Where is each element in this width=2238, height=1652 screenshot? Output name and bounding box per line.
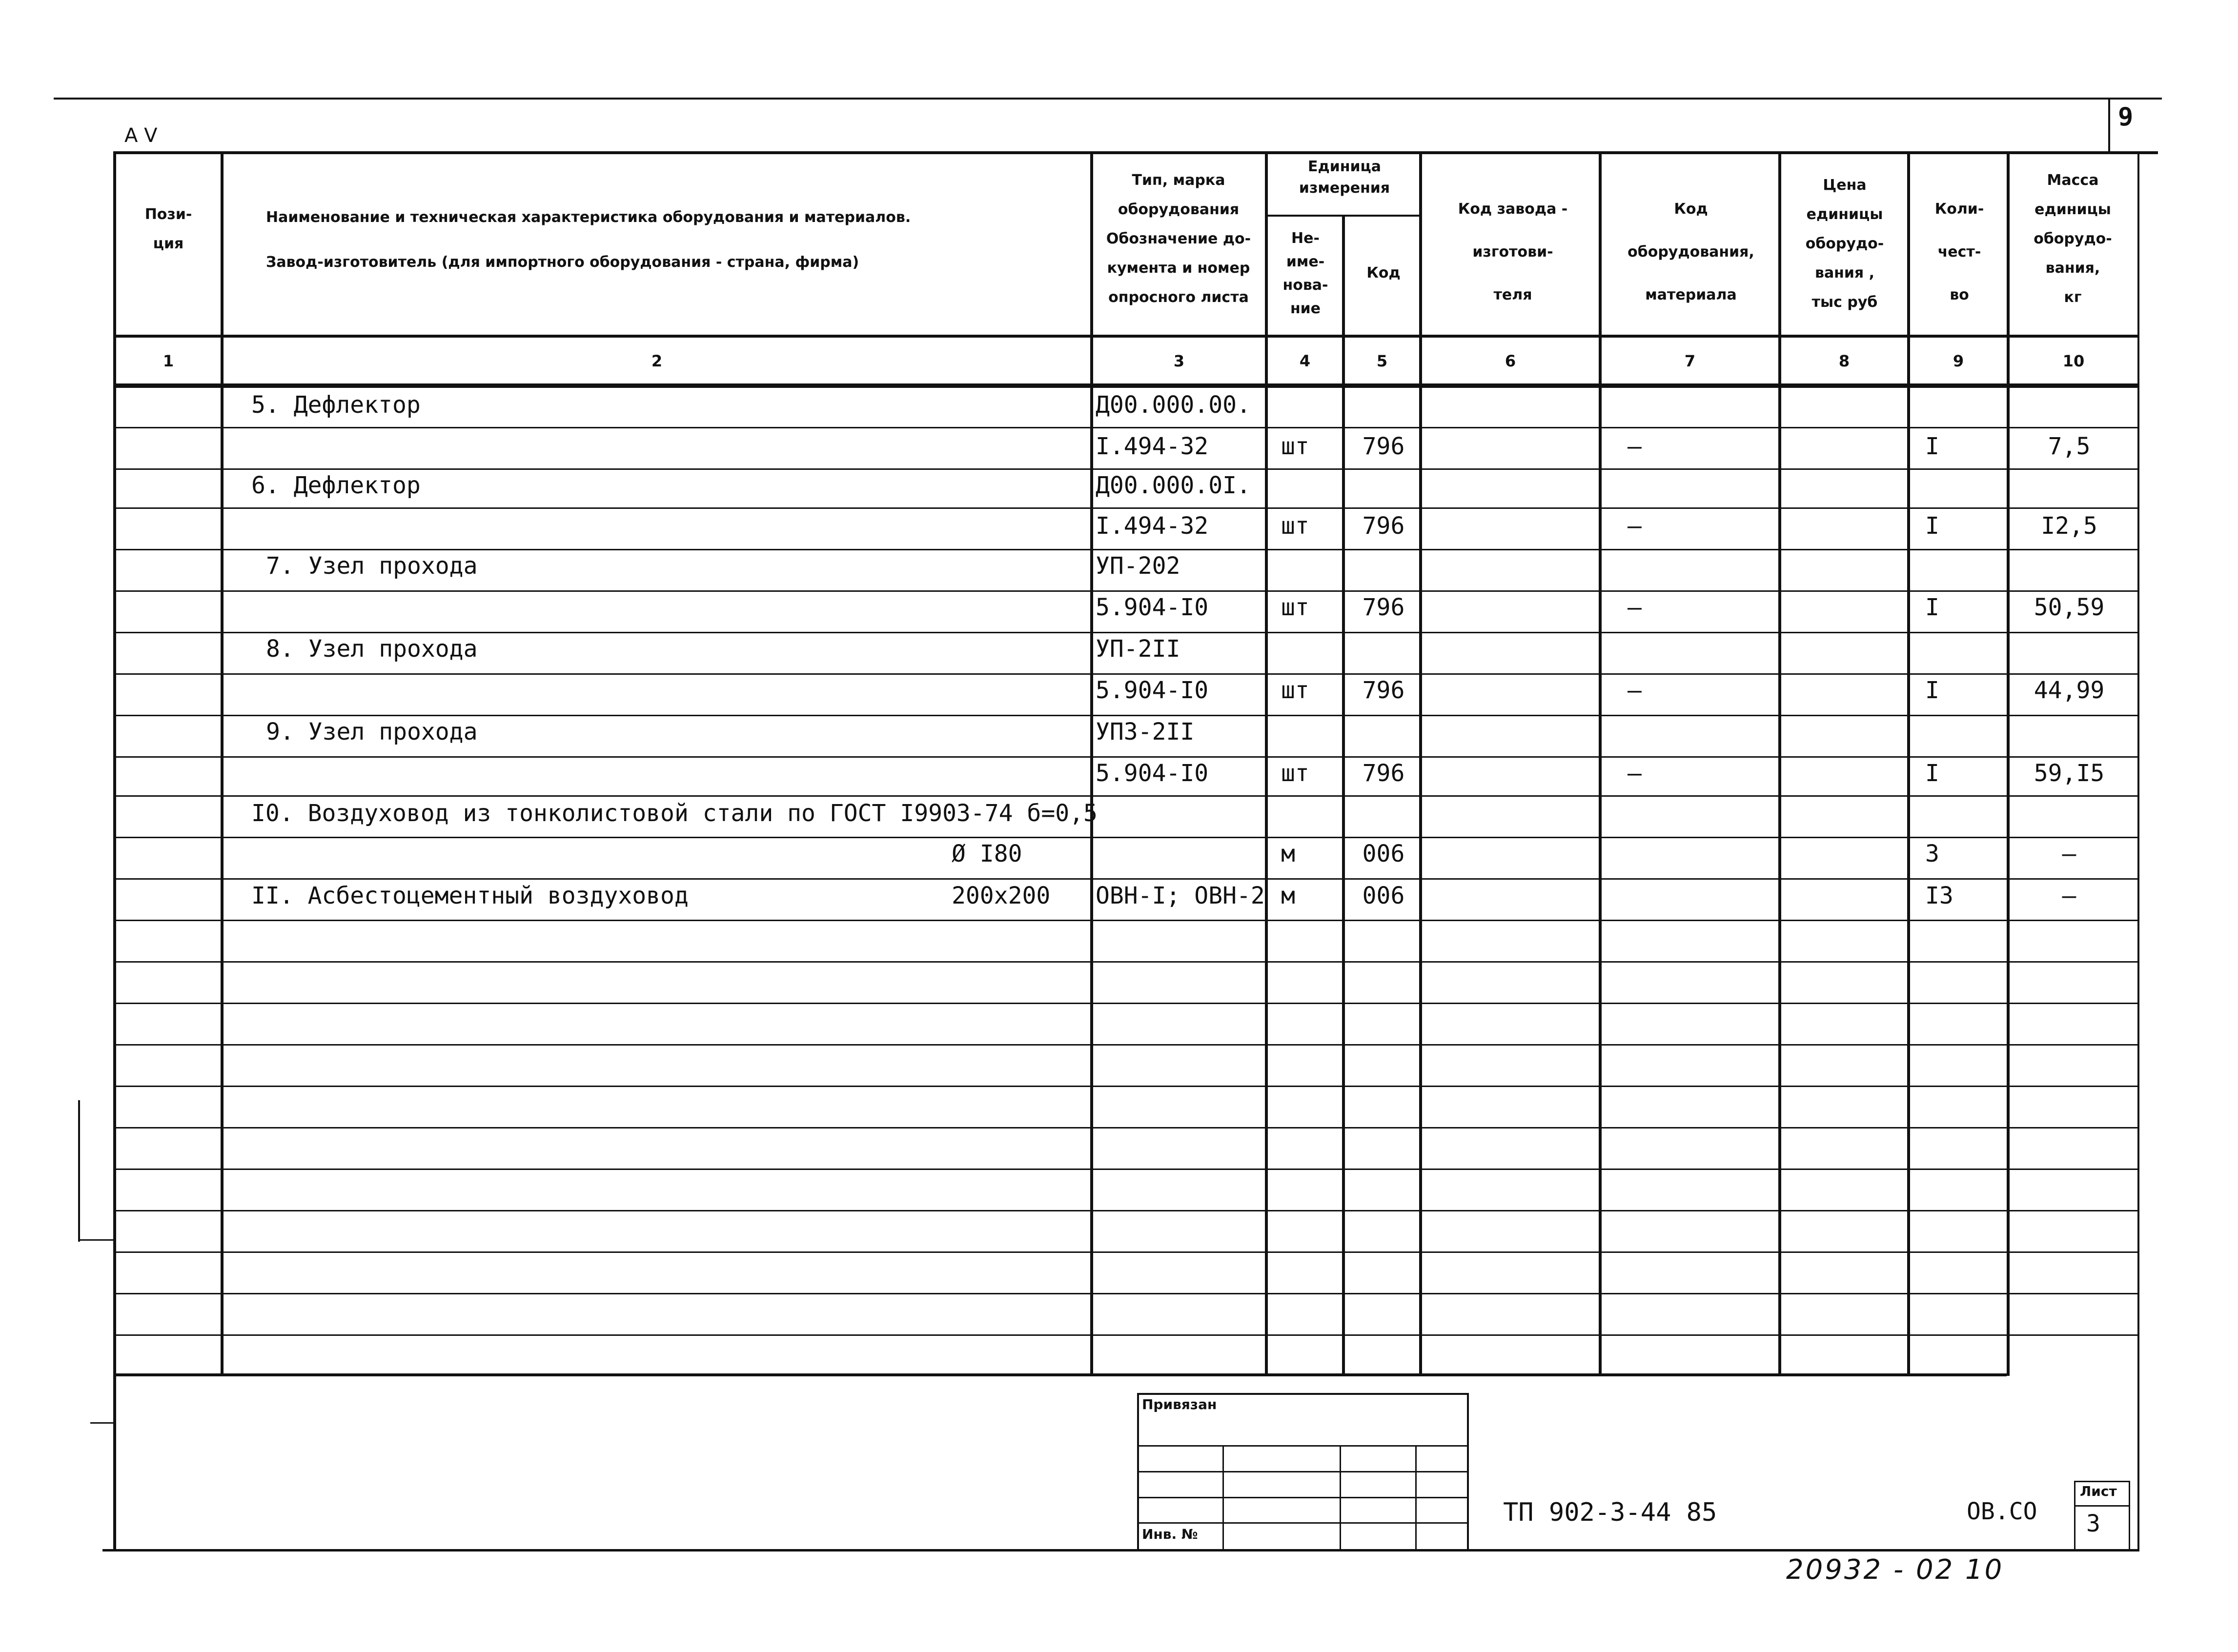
cell-name: 8. Узел прохода xyxy=(266,635,478,663)
table-row-line xyxy=(113,795,2139,797)
binding-mark xyxy=(78,1100,80,1242)
table-row-line xyxy=(113,673,2139,675)
stamp-col-line xyxy=(1340,1445,1341,1551)
table-row-line xyxy=(113,386,2139,388)
cell-unit: шт xyxy=(1281,512,1309,540)
table-row-line xyxy=(113,590,2139,592)
binding-mark xyxy=(78,1239,115,1241)
table-column-line xyxy=(1778,151,1781,1376)
cell-type: УПЗ-2II xyxy=(1096,718,1195,745)
cell-mass: 50,59 xyxy=(2034,594,2105,621)
table-row-line xyxy=(113,837,2139,838)
table-row-line xyxy=(113,878,2139,880)
cell-equip-code: – xyxy=(1628,677,1642,704)
cell-equip-code: – xyxy=(1628,433,1642,460)
cell-unit: м xyxy=(1281,840,1295,867)
table-row-line xyxy=(113,1127,2139,1128)
corner-mark: A V xyxy=(124,124,158,147)
stamp-row-line xyxy=(1137,1445,1469,1447)
sheet-box-top xyxy=(2074,1481,2130,1482)
table-row-line xyxy=(113,1293,2139,1294)
cell-name: 9. Узел прохода xyxy=(266,718,478,745)
col-number: 10 xyxy=(2062,352,2085,370)
cell-equip-code: – xyxy=(1628,760,1642,787)
stamp-inv-label: Инв. № xyxy=(1142,1526,1198,1542)
cell-type: 5.904-I0 xyxy=(1096,594,1209,621)
table-top-line xyxy=(113,151,2158,154)
table-row-line xyxy=(113,1086,2139,1087)
cell-unit: шт xyxy=(1281,433,1309,460)
sheet-box-left xyxy=(2074,1481,2075,1551)
cell-unit-code: 006 xyxy=(1362,840,1405,867)
stamp-col-line xyxy=(1222,1445,1224,1551)
stamp-bound-label: Привязан xyxy=(1142,1396,1217,1412)
cell-mass: – xyxy=(2062,882,2076,909)
cell-name: 7. Узел прохода xyxy=(266,552,478,580)
header-position: Пози- ция xyxy=(144,206,192,252)
cell-unit: шт xyxy=(1281,677,1309,704)
cell-mass: 7,5 xyxy=(2048,433,2091,460)
binding-mark xyxy=(90,1422,115,1424)
table-column-line xyxy=(1907,151,1910,1376)
cell-name: 6. Дефлектор xyxy=(251,472,421,499)
stamp-top-line xyxy=(1137,1393,1469,1395)
table-row-line xyxy=(113,507,2139,509)
sheet-label: Лист xyxy=(2080,1483,2117,1499)
stamp-col-line xyxy=(1415,1445,1417,1551)
cell-type: Д00.000.0I. xyxy=(1096,472,1251,499)
top-border-line xyxy=(54,98,2162,100)
table-column-line xyxy=(221,151,224,1376)
stamp-row-line xyxy=(1137,1497,1469,1498)
cell-name: 5. Дефлектор xyxy=(251,391,421,419)
sheet-box-mid xyxy=(2074,1505,2130,1507)
table-row-line xyxy=(113,920,2139,921)
col-number: 1 xyxy=(163,352,174,370)
table-row-line xyxy=(113,1044,2139,1046)
table-row-line xyxy=(113,1003,2139,1004)
table-row-line xyxy=(113,549,2139,550)
frame-right-line xyxy=(2137,151,2139,1551)
table-bottom-line xyxy=(113,1373,2007,1376)
bottom-mark: 20932 - 02 10 xyxy=(1786,1554,2004,1586)
page-number-divider xyxy=(2108,98,2110,151)
cell-unit-code: 796 xyxy=(1362,594,1405,621)
cell-unit-code: 796 xyxy=(1362,760,1405,787)
table-row-line xyxy=(113,756,2139,758)
table-column-line xyxy=(2007,151,2010,1376)
header-type: Тип, марка оборудования Обозначение до- кумента и номер опросного листа xyxy=(1106,172,1251,306)
cell-quantity: I xyxy=(1925,760,1939,787)
cell-type: 5.904-I0 xyxy=(1096,760,1209,787)
cell-unit: шт xyxy=(1281,594,1309,621)
table-row-line xyxy=(113,427,2139,428)
cell-name-dimension: Ø I80 xyxy=(952,840,1022,867)
cell-equip-code: – xyxy=(1628,594,1642,621)
table-column-line xyxy=(1599,151,1602,1376)
cell-type: I.494-32 xyxy=(1096,512,1209,540)
header-unit-name: Не- име- нова- ние xyxy=(1282,230,1328,317)
cell-mass: 44,99 xyxy=(2034,677,2105,704)
table-row-line xyxy=(113,1251,2139,1253)
cell-type: 5.904-I0 xyxy=(1096,677,1209,704)
table-row-line xyxy=(113,1168,2139,1170)
header-unit-group: Единица измерения xyxy=(1299,158,1390,197)
col-number: 7 xyxy=(1684,352,1696,370)
cell-type: ОВН-I; ОВН-2 xyxy=(1096,882,1265,909)
cell-name-dimension: 200x200 xyxy=(952,882,1051,909)
cell-unit-code: 006 xyxy=(1362,882,1405,909)
table-row-line xyxy=(113,468,2139,470)
table-column-line xyxy=(1090,151,1093,1376)
cell-quantity: I xyxy=(1925,512,1939,540)
cell-type: I.494-32 xyxy=(1096,433,1209,460)
col-number: 4 xyxy=(1299,352,1311,370)
page-number: 9 xyxy=(2118,102,2134,132)
frame-bottom-line xyxy=(102,1549,2137,1551)
header-unit-code: Код xyxy=(1366,264,1401,282)
header-equip-code: Код оборудования, материала xyxy=(1628,201,1754,303)
cell-mass: – xyxy=(2062,840,2076,867)
stamp-row-line xyxy=(1137,1522,1469,1524)
cell-mass: I2,5 xyxy=(2041,512,2097,540)
table-row-line xyxy=(113,1334,2139,1336)
sheet-code: ОВ.СО xyxy=(1967,1498,2037,1525)
col-number: 8 xyxy=(1838,352,1850,370)
cell-unit-code: 796 xyxy=(1362,512,1405,540)
cell-name: II. Асбестоцементный воздуховод xyxy=(251,882,689,909)
header-plant-code: Код завода - изготови- теля xyxy=(1458,201,1568,303)
header-price: Цена единицы оборудо- вания , тыс руб xyxy=(1805,177,1884,311)
cell-unit-code: 796 xyxy=(1362,677,1405,704)
cell-unit-code: 796 xyxy=(1362,433,1405,460)
cell-quantity: I xyxy=(1925,433,1939,460)
header-mass: Масса единицы оборудо- вания, кг xyxy=(2034,172,2112,306)
header-quantity: Коли- чест- во xyxy=(1934,201,1984,303)
cell-quantity: I xyxy=(1925,594,1939,621)
col-number: 3 xyxy=(1173,352,1185,370)
cell-unit: шт xyxy=(1281,760,1309,787)
sheet-box-right xyxy=(2129,1481,2130,1551)
cell-mass: 59,I5 xyxy=(2034,760,2105,787)
table-column-line xyxy=(1265,151,1268,1376)
cell-quantity: I xyxy=(1925,677,1939,704)
sheet-number: 3 xyxy=(2086,1510,2100,1537)
col-number: 6 xyxy=(1505,352,1516,370)
cell-unit: м xyxy=(1281,882,1295,909)
cell-name: I0. Воздуховод из тонколистовой стали по ГОСТ I9903-74 б=0,5 xyxy=(251,800,1098,827)
cell-quantity: I3 xyxy=(1925,882,1953,909)
project-code: ТП 902-3-44 85 xyxy=(1503,1498,1717,1527)
cell-equip-code: – xyxy=(1628,512,1642,540)
table-row-line xyxy=(113,1210,2139,1211)
cell-type: Д00.000.00. xyxy=(1096,391,1251,419)
col-number: 9 xyxy=(1953,352,1964,370)
header-name: Наименование и техническая характеристика оборудования и материалов. Завод-изготовитель (для импортного оборудования - страна, фирма) xyxy=(266,209,911,271)
col-number: 5 xyxy=(1376,352,1388,370)
table-row-line xyxy=(113,961,2139,963)
cell-type: УП-202 xyxy=(1096,552,1180,580)
table-row-line xyxy=(113,632,2139,633)
table-row-line xyxy=(113,715,2139,716)
cell-quantity: 3 xyxy=(1925,840,1939,867)
col-number: 2 xyxy=(651,352,663,370)
cell-type: УП-2II xyxy=(1096,635,1180,663)
stamp-row-line xyxy=(1137,1471,1469,1472)
